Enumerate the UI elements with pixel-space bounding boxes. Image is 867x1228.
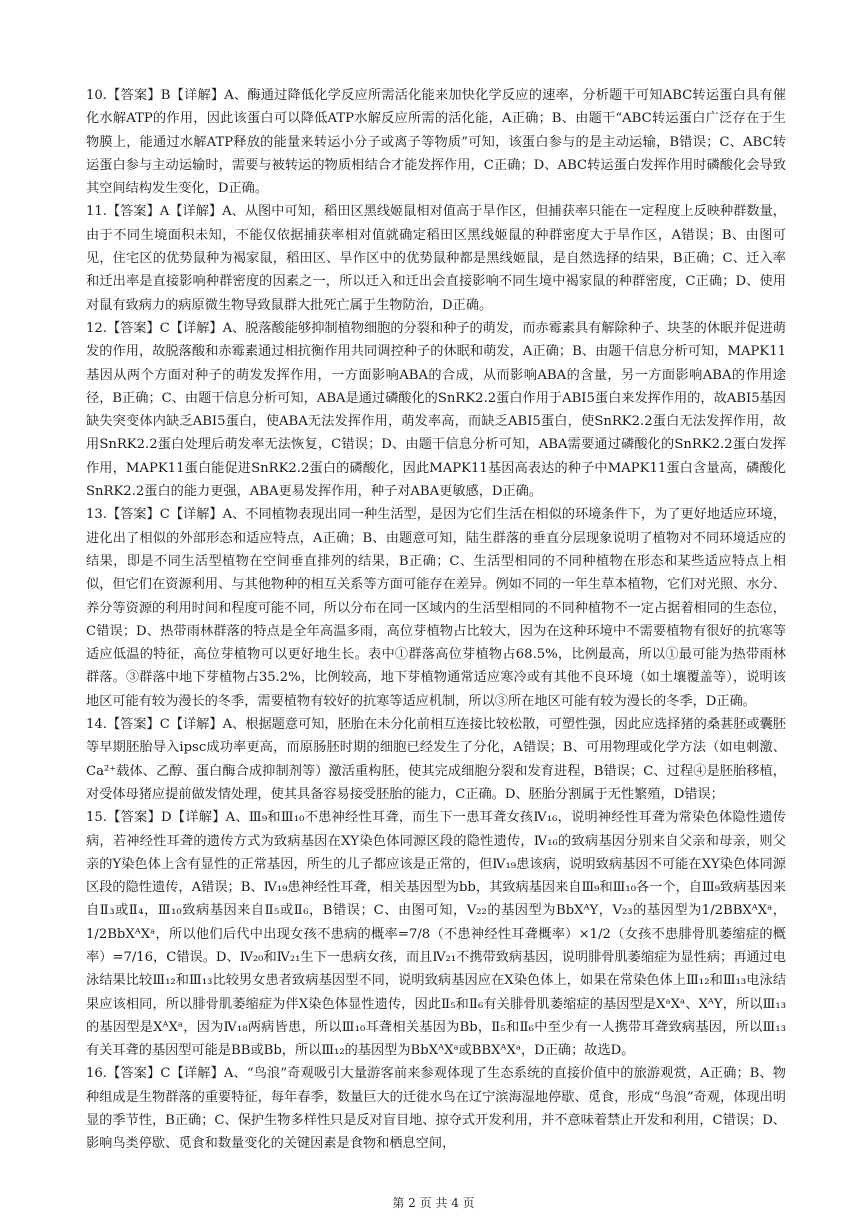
answer-12: 12.【答案】C【详解】A、脱落酸能够抑制植物细胞的分裂和种子的萌发，而赤霉素具有解除种子、块茎的休眠并促进萌发的作用，故脱落酸和赤霉素通过相抗衡作用共同调控种子的休眠和萌发，A正确；B、由题干信息分析可知，MAPK11基因从两个方面对种子的萌发发挥作用，一方面影响ABA的合成，从而影响ABA的含量，另一方面影响ABA的作用途径，B正确；C、由题干信息分析可知，ABA是通过磷酸化的SnRK2.2蛋白作用于ABI5蛋白来发挥作用的，故ABI5基因缺失突变体内缺乏ABI5蛋白，使ABA无法发挥作用，萌发率高，而缺乏ABI5蛋白，使SnRK2.2蛋白无法发挥作用，故用SnRK2.2蛋白处理后萌发率无法恢复，C错误；D、由题干信息分析可知，ABA需要通过磷酸化的SnRK2.2蛋白发挥作用，MAPK11蛋白能促进SnRK2.2蛋白的磷酸化，因此MAPK11基因高表达的种子中MAPK11蛋白含量高，磷酸化SnRK2.2蛋白的能力更强，ABA更易发挥作用，种子对ABA更敏感，D正确。 <box>86 320 786 500</box>
page-footer: 第 2 页 共 4 页 <box>392 1196 475 1210</box>
answer-16: 16.【答案】C【详解】A、“鸟浪”奇观吸引大量游客前来参观体现了生态系统的直接价值中的旅游观赏，A正确；B、物种组成是生物群落的重要特征，每年春季，数量巨大的迁徙水鸟在辽宁滨海湿地停歇、觅食，形成“鸟浪”奇观，体现出明显的季节性，B正确；C、保护生物多样性只是反对盲目地、掠夺式开发利用，并不意味着禁止开发和利用，C错误；D、影响鸟类停歇、觅食和数量变化的关键因素是食物和栖息空间， <box>86 1066 786 1152</box>
answer-11: 11.【答案】A【详解】A、从图中可知，稻田区黑线姬鼠相对值高于旱作区，但捕获率只能在一定程度上反映种群数量，由于不同生境面积未知，不能仅依据捕获率相对值就确定稻田区黑线姬鼠的种群密度大于旱作区，A错误；B、由图可见，住宅区的优势鼠种为褐家鼠，稻田区、旱作区中的优势鼠种都是黑线姬鼠，是自然选择的结果，B正确；C、迁入率和迁出率是直接影响种群密度的因素之一，所以迁入和迁出会直接影响不同生境中褐家鼠的种群密度，C正确；D、使用对鼠有致病力的病原微生物导致鼠群大批死亡属于生物防治，D正确。 <box>86 204 786 313</box>
answer-explanations <box>86 84 786 1156</box>
answer-13: 13.【答案】C【详解】A、不同植物表现出同一种生活型，是因为它们生活在相似的环境条件下，为了更好地适应环境，进化出了相似的外部形态和适应特点，A正确；B、由题意可知，陆生群落的垂直分层现象说明了植物对不同环境适应的结果，即是不同生活型植物在空间垂直排列的结果，B正确；C、生活型相同的不同种植物在形态和某些适应特点上相似，但它们在资源利用、与其他物种的相互关系等方面可能存在差异。例如不同的一年生草本植物，它们对光照、水分、养分等资源的利用时间和程度可能不同，所以分布在同一区域内的生活型相同的不同种植物不一定占据着相同的生态位，C错误；D、热带雨林群落的特点是全年高温多雨，高位芽植物占比较大，因为在这种环境中不需要植物有很好的抗寒等适应低温的特征，高位芽植物可以更好地生长。表中①群落高位芽植物占68.5%，比例最高，所以①最可能为热带雨林群落。③群落中地下芽植物占35.2%，比例较高，地下芽植物通常适应寒冷或有其他不良环境（如土壤覆盖等），说明该地区可能有较为漫长的冬季，需要植物有较好的抗寒等适应机制，所以③所在地区可能有较为漫长的冬季，D正确。 <box>86 507 786 709</box>
answer-14: 14.【答案】C【详解】A、根据题意可知，胚胎在未分化前相互连接比较松散，可塑性强，因此应选择猪的桑葚胚或囊胚等早期胚胎导入ipsc成功率更高，而原肠胚时期的细胞已经发生了分化，A错误；B、可用物理或化学方法（如电刺激、Ca²⁺载体、乙醇、蛋白酶合成抑制剂等）激活重构胚，使其完成细胞分裂和发育进程，B错误；C、过程④是胚胎移植，对受体母猪应提前做发情处理，使其具备容易接受胚胎的能力，C正确。D、胚胎分割属于无性繁殖，D错误； <box>86 717 786 802</box>
answer-15: 15.【答案】D【详解】A、Ⅲ₉和Ⅲ₁₀不患神经性耳聋，而生下一患耳聋女孩Ⅳ₁₆，说明神经性耳聋为常染色体隐性遗传病，若神经性耳聋的遗传方式为致病基因在XY染色体同源区段的隐性遗传，Ⅳ₁₆的致病基因分别来自父亲和母亲，则父亲的Y染色体上含有显性的正常基因，所生的儿子都应该是正常的，但Ⅳ₁₉患该病，说明致病基因不可能在XY染色体同源区段的隐性遗传，A错误；B、Ⅳ₁₉患神经性耳聋，相关基因型为bb，其致病基因来自Ⅲ₉和Ⅲ₁₀各一个，自Ⅲ₉致病基因来自Ⅱ₃或Ⅱ₄，Ⅲ₁₀致病基因来自Ⅱ₅或Ⅱ₆，B错误；C、由图可知，V₂₂的基因型为BbXᴬY，V₂₃的基因型为1/2BBXᴬXᵃ，1/2BbXᴬXᵃ，所以他们后代中出现女孩不患病的概率=7/8（不患神经性耳聋概率）×1/2（女孩不患腓骨肌萎缩症的概率）=7/16，C错误。D、Ⅳ₂₀和Ⅳ₂₁生下一患病女孩，而且Ⅳ₂₁不携带致病基因，说明腓骨肌萎缩症为显性病；再通过电泳结果比较Ⅲ₁₂和Ⅲ₁₃比较男女患者致病基因型不同，说明致病基因应在X染色体上，如果在常染色体上Ⅲ₁₂和Ⅲ₁₃电泳结果应该相同，所以腓骨肌萎缩症为伴X染色体显性遗传，因此Ⅱ₅和Ⅱ₆有关腓骨肌萎缩症的基因型是XᵃXᵃ、XᴬY，所以Ⅲ₁₃的基因型是XᴬXᵃ，因为Ⅳ₁₈两病皆患，所以Ⅲ₁₀耳聋相关基因为Bb，Ⅱ₅和Ⅱ₆中至少有一人携带耳聋致病基因，所以Ⅲ₁₃有关耳聋的基因型可能是BB或Bb，所以Ⅲ₁₂的基因型为BbXᴬXᵃ或BBXᴬXᵃ，D正确；故选D。 <box>86 810 786 1059</box>
answer-10: 10.【答案】B【详解】A、酶通过降低化学反应所需活化能来加快化学反应的速率，分析题干可知ABC转运蛋白具有催化水解ATP的作用，因此该蛋白可以降低ATP水解反应所需的活化能，A正确；B、由题干“ABC转运蛋白广泛存在于生物膜上，能通过水解ATP释放的能量来转运小分子或离子等物质”可知，该蛋白参与的是主动运输，B错误；C、ABC转运蛋白参与主动运输时，需要与被转运的物质相结合才能发挥作用，C正确；D、ABC转运蛋白发挥作用时磷酸化会导致其空间结构发生变化，D正确。 <box>86 88 786 197</box>
